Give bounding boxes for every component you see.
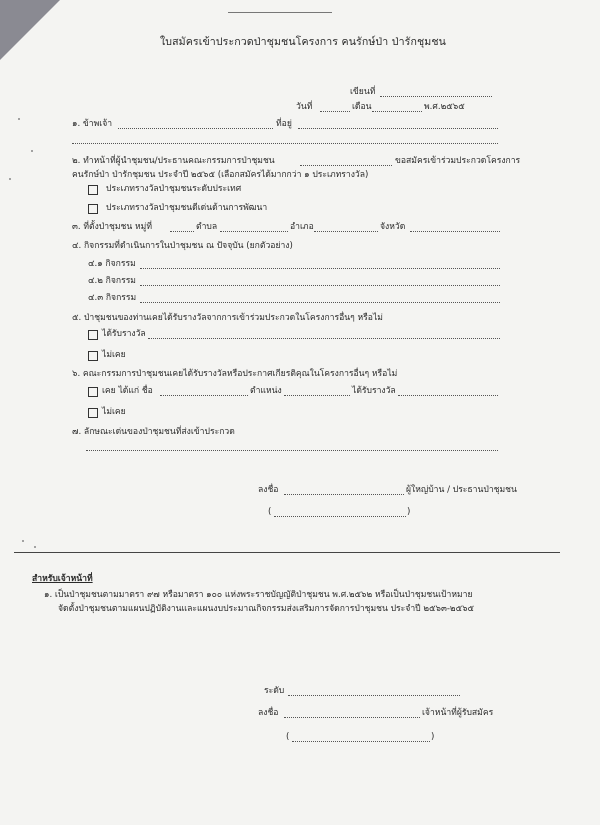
month-field[interactable] [372, 110, 422, 112]
prior-award-yes-label: ได้รับรางวัล [102, 329, 146, 339]
scan-speck [31, 150, 33, 152]
written-at-field[interactable] [380, 95, 492, 97]
applicant-paren-open: ( [268, 507, 272, 517]
prior-award-field[interactable] [148, 337, 500, 339]
community-name-field[interactable] [300, 164, 392, 166]
applicant-name-field[interactable] [118, 127, 273, 129]
address-field[interactable] [298, 127, 498, 129]
development-award-checkbox[interactable] [88, 204, 98, 214]
date-label: วันที่ [296, 102, 313, 112]
address-field-line2[interactable] [72, 142, 498, 144]
officer-sign-label: ลงชื่อ [258, 708, 279, 718]
officer-criteria-line2: จัดตั้งป่าชุมชนตามแผนปฏิบัติงานและแผนงบประมาณกิจกรรมส่งเสริมการจัดการป่าชุมชน ประจำปี ๒๕๖๓-๒๕๖๕ [58, 604, 475, 614]
location-label: ๓. ที่ตั้งป่าชุมชน หมู่ที่ [72, 222, 152, 232]
applicant-role: ผู้ใหญ่บ้าน / ประธานป่าชุมชน [406, 485, 517, 495]
subdistrict-label: ตำบล [196, 222, 218, 232]
officer-paren-open: ( [286, 732, 290, 742]
applicant-printed-name-field[interactable] [274, 515, 406, 517]
section2-line2: คนรักษ์ป่า ป่ารักชุมชน ประจำปี ๒๕๖๕ (เลือกสมัครได้มากกว่า ๑ ประเภทรางวัล) [72, 170, 369, 180]
section2-label: ๒. ทำหน้าที่ผู้นำชุมชน/ประธานคณะกรรมการป่าชุมชน [72, 156, 275, 166]
section-divider [14, 552, 560, 553]
committee-award-field[interactable] [398, 394, 498, 396]
position-field[interactable] [284, 394, 350, 396]
position-label: ตำแหน่ง [250, 386, 282, 396]
highlights-field[interactable] [86, 449, 498, 451]
scan-speck [9, 178, 11, 180]
activity-1-field[interactable] [140, 267, 500, 269]
month-label: เดือน [352, 102, 372, 112]
officer-heading: สำหรับเจ้าหน้าที่ [32, 574, 93, 584]
activity-3-label: ๔.๓ กิจกรรม [88, 293, 137, 303]
scan-speck [34, 546, 36, 548]
committee-award-no-checkbox[interactable] [88, 408, 98, 418]
prior-award-question: ๕. ป่าชุมชนของท่านเคยได้รับรางวัลจากการเข้าร่วมประกวดในโครงการอื่นๆ หรือไม่ [72, 313, 383, 323]
committee-award-label: ได้รับรางวัล [352, 386, 396, 396]
activity-2-label: ๔.๒ กิจกรรม [88, 276, 136, 286]
activity-3-field[interactable] [140, 301, 500, 303]
highlights-label: ๗. ลักษณะเด่นของป่าชุมชนที่ส่งเข้าประกวด [72, 427, 235, 437]
prior-award-yes-checkbox[interactable] [88, 330, 98, 340]
level-field[interactable] [288, 694, 460, 696]
development-award-label: ประเภทรางวัลป่าชุมชนดีเด่นด้านการพัฒนา [106, 203, 268, 213]
form-title: ใบสมัครเข้าประกวดป่าชุมชนโครงการ คนรักษ์ป่า ป่ารักชุมชน [160, 36, 446, 48]
village-no-field[interactable] [170, 230, 194, 232]
national-award-checkbox[interactable] [88, 185, 98, 195]
officer-criteria-line1: ๑. เป็นป่าชุมชนตามมาตรา ๙๗ หรือมาตรา ๑๐๐ แห่งพระราชบัญญัติป่าชุมชน พ.ศ.๒๕๖๒ หรือเป็นป่าชุมชนเป้าหมาย [44, 590, 473, 600]
written-at-label: เขียนที่ [350, 87, 376, 97]
applicant-signature-field[interactable] [284, 493, 404, 495]
subdistrict-field[interactable] [220, 230, 288, 232]
committee-award-no-label: ไม่เคย [102, 407, 126, 417]
level-label: ระดับ [264, 686, 285, 696]
national-award-label: ประเภทรางวัลป่าชุมชนระดับประเทศ [106, 184, 242, 194]
committee-award-yes-label: เคย ได้แก่ ชื่อ [102, 386, 153, 396]
officer-signature-field[interactable] [284, 716, 420, 718]
section2-suffix: ขอสมัครเข้าร่วมประกวดโครงการ [395, 156, 521, 166]
officer-role: เจ้าหน้าที่ผู้รับสมัคร [422, 708, 494, 718]
applicant-name-label: ๑. ข้าพเจ้า [72, 119, 113, 129]
committee-award-question: ๖. คณะกรรมการป่าชุมชนเคยได้รับรางวัลหรือประกาศเกียรติคุณในโครงการอื่นๆ หรือไม่ [72, 369, 398, 379]
top-edge-mark [228, 12, 332, 13]
officer-paren-close: ) [431, 732, 435, 742]
day-field[interactable] [320, 110, 350, 112]
scan-speck [18, 118, 20, 120]
district-field[interactable] [314, 230, 378, 232]
scan-speck [22, 540, 24, 542]
applicant-paren-close: ) [407, 507, 411, 517]
activity-1-label: ๔.๑ กิจกรรม [88, 259, 136, 269]
committee-member-name-field[interactable] [160, 394, 248, 396]
committee-award-yes-checkbox[interactable] [88, 387, 98, 397]
year-label: พ.ศ.๒๕๖๕ [424, 102, 465, 112]
province-field[interactable] [410, 230, 500, 232]
activity-2-field[interactable] [140, 284, 500, 286]
province-label: จังหวัด [380, 222, 406, 232]
officer-printed-name-field[interactable] [292, 740, 430, 742]
activities-label: ๔. กิจกรรมที่ดำเนินการในป่าชุมชน ณ ปัจจุบัน (ยกตัวอย่าง) [72, 241, 293, 251]
prior-award-no-checkbox[interactable] [88, 351, 98, 361]
prior-award-no-label: ไม่เคย [102, 350, 126, 360]
applicant-sign-label: ลงชื่อ [258, 485, 279, 495]
scan-corner-fold [0, 0, 60, 60]
address-label: ที่อยู่ [276, 119, 292, 129]
district-label: อำเภอ [290, 222, 314, 232]
